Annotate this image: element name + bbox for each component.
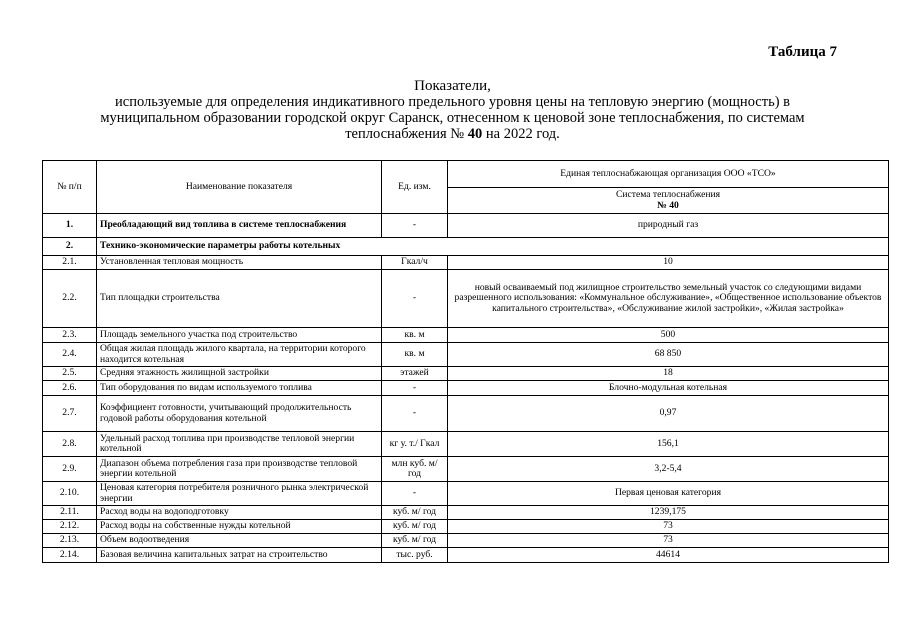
document-heading <box>40 78 865 142</box>
row-unit: куб. м/ год <box>382 534 448 548</box>
row-num: 2.4. <box>43 343 97 367</box>
table-row <box>43 381 889 396</box>
heading-system-number: 40 <box>467 126 483 142</box>
row-num: 2.14. <box>43 548 97 563</box>
row-unit: кв. м <box>382 328 448 343</box>
row-unit: - <box>382 381 448 396</box>
row-num: 2.6. <box>43 381 97 396</box>
header-name: Наименование показателя <box>97 161 382 214</box>
heading-line-2: используемые для определения индикативного предельного уровня цены на тепловую энергию (мощность) в <box>115 94 790 110</box>
row-name: Тип оборудования по видам используемого топлива <box>97 381 382 396</box>
row-num: 2.13. <box>43 534 97 548</box>
row-value: Блочно-модульная котельная <box>448 381 889 396</box>
table-row <box>43 256 889 270</box>
row-name: Площадь земельного участка под строительство <box>97 328 382 343</box>
row-name: Преобладающий вид топлива в системе теплоснабжения <box>97 214 382 238</box>
header-org: Единая теплоснабжающая организация ООО «ТСО» <box>448 161 889 188</box>
row-unit: - <box>382 270 448 328</box>
table-row <box>43 506 889 520</box>
table-row <box>43 396 889 432</box>
header-system <box>448 188 889 214</box>
row-num: 2.1. <box>43 256 97 270</box>
row-value: природный газ <box>448 214 889 238</box>
row-value: 500 <box>448 328 889 343</box>
row-num: 2.9. <box>43 457 97 482</box>
row-name: Удельный расход топлива при производстве тепловой энергии котельной <box>97 432 382 457</box>
table-row <box>43 534 889 548</box>
table-row <box>43 482 889 506</box>
row-unit: - <box>382 396 448 432</box>
header-system-label: Система теплоснабжения <box>615 189 721 200</box>
row-value: 10 <box>448 256 889 270</box>
row-value: 156,1 <box>448 432 889 457</box>
row-name: Ценовая категория потребителя розничного рынка электрической энергии <box>97 482 382 506</box>
table-row <box>43 367 889 381</box>
row-name: Базовая величина капитальных затрат на строительство <box>97 548 382 563</box>
row-unit: кг у. т./ Гкал <box>382 432 448 457</box>
table-row <box>43 457 889 482</box>
row-num: 2.3. <box>43 328 97 343</box>
row-unit: Гкал/ч <box>382 256 448 270</box>
row-num: 2. <box>43 238 97 256</box>
heading-line-4-post: на 2022 год. <box>482 126 560 142</box>
table-row <box>43 270 889 328</box>
row-unit: куб. м/ год <box>382 506 448 520</box>
table-row <box>43 343 889 367</box>
row-name: Установленная тепловая мощность <box>97 256 382 270</box>
table-row <box>43 520 889 534</box>
section-title: Технико-экономические параметры работы котельных <box>97 238 889 256</box>
row-num: 2.12. <box>43 520 97 534</box>
row-num: 1. <box>43 214 97 238</box>
row-unit: - <box>382 482 448 506</box>
row-num: 2.2. <box>43 270 97 328</box>
row-name: Коэффициент готовности, учитывающий продолжительность годовой работы оборудования котельной <box>97 396 382 432</box>
heading-line-1: Показатели, <box>414 78 491 94</box>
row-num: 2.5. <box>43 367 97 381</box>
row-name: Расход воды на собственные нужды котельной <box>97 520 382 534</box>
row-value: 0,97 <box>448 396 889 432</box>
header-system-number: № 40 <box>657 199 679 211</box>
row-name: Диапазон объема потребления газа при производстве тепловой энергии котельной <box>97 457 382 482</box>
row-num: 2.8. <box>43 432 97 457</box>
row-value: новый осваиваемый под жилищное строительство земельный участок со следующими видами разрешенного использования: «Коммунальное обслуживание», «Общественное использование объектов капитального строительства», «Обслуживание жилой застройки», «Жилая застройка» <box>448 270 889 328</box>
row-name: Расход воды на водоподготовку <box>97 506 382 520</box>
table-row <box>43 214 889 238</box>
row-value: 3,2-5,4 <box>448 457 889 482</box>
header-num: № п/п <box>43 161 97 214</box>
row-value: 68 850 <box>448 343 889 367</box>
table-row <box>43 432 889 457</box>
row-name: Общая жилая площадь жилого квартала, на территории которого находится котельная <box>97 343 382 367</box>
indicators-table <box>42 160 889 563</box>
heading-line-3: муниципальном образовании городской округ Саранск, отнесенном к ценовой зоне теплоснабжения, по системам <box>100 110 805 126</box>
row-name: Тип площадки строительства <box>97 270 382 328</box>
row-value: 44614 <box>448 548 889 563</box>
row-name: Объем водоотведения <box>97 534 382 548</box>
row-value: 18 <box>448 367 889 381</box>
row-unit: - <box>382 214 448 238</box>
row-value: Первая ценовая категория <box>448 482 889 506</box>
table-row <box>43 548 889 563</box>
row-unit: млн куб. м/год <box>382 457 448 482</box>
table-label: Таблица 7 <box>768 44 837 60</box>
row-num: 2.7. <box>43 396 97 432</box>
row-value: 73 <box>448 534 889 548</box>
heading-line-4-pre: теплоснабжения № <box>345 126 468 142</box>
row-unit: куб. м/ год <box>382 520 448 534</box>
row-unit: кв. м <box>382 343 448 367</box>
heading-line-4 <box>40 126 865 142</box>
header-unit: Ед. изм. <box>382 161 448 214</box>
row-num: 2.10. <box>43 482 97 506</box>
row-value: 1239,175 <box>448 506 889 520</box>
row-unit: этажей <box>382 367 448 381</box>
row-name: Средняя этажность жилищной застройки <box>97 367 382 381</box>
table-row <box>43 328 889 343</box>
row-value: 73 <box>448 520 889 534</box>
row-num: 2.11. <box>43 506 97 520</box>
table-row <box>43 238 889 256</box>
row-unit: тыс. руб. <box>382 548 448 563</box>
